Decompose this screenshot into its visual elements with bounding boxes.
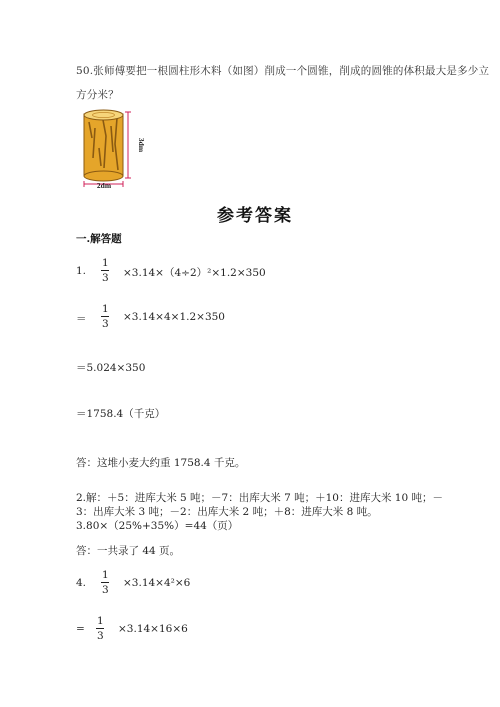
q1-eq1-expression: ×3.14×4×1.2×350 <box>123 311 225 323</box>
question-line-2: 方分米？ <box>76 89 119 101</box>
fraction-denominator: 3 <box>102 317 109 330</box>
q4-eq1-fraction <box>95 616 106 641</box>
q4-fraction <box>100 570 111 595</box>
fraction-numerator: 1 <box>102 569 109 581</box>
q2-line-1: 2.解：＋5：进库大米 5 吨；－7：出库大米 7 吨；＋10：进库大米 10 吨；－ <box>76 492 443 504</box>
fraction-denominator: 3 <box>97 629 104 642</box>
width-label: 2dm <box>96 181 112 188</box>
q3-answer: 答：一共录了 44 页。 <box>76 545 181 557</box>
q4-eq1-prefix: = <box>76 623 85 635</box>
q4-number: 4. <box>76 577 87 589</box>
q1-eq2: ＝5.024×350 <box>76 362 146 374</box>
section-heading: 一.解答题 <box>76 233 122 245</box>
cylinder-log-figure <box>77 108 153 188</box>
q3-line-1: 3.80×（25%+35%）=44（页） <box>76 520 239 532</box>
fraction-denominator: 3 <box>102 271 109 284</box>
fraction-numerator: 1 <box>97 615 104 627</box>
q1-number: 1. <box>76 265 87 277</box>
q4-eq1-expression: ×3.14×16×6 <box>118 623 188 635</box>
q2-line-2: 3：出库大米 3 吨；－2：出库大米 2 吨；＋8：进库大米 8 吨。 <box>76 506 378 518</box>
answer-title: 参考答案 <box>217 206 293 226</box>
q4-expression: ×3.14×4²×6 <box>123 577 191 589</box>
fraction-denominator: 3 <box>102 583 109 596</box>
q1-eq1-fraction <box>100 304 111 329</box>
q1-answer: 答：这堆小麦大约重 1758.4 千克。 <box>76 457 246 469</box>
q1-fraction <box>100 258 111 283</box>
q1-eq1-prefix: ＝ <box>76 313 87 325</box>
q1-eq3: ＝1758.4（千克） <box>76 408 166 420</box>
q1-expression: ×3.14×（4÷2）²×1.2×350 <box>123 267 266 279</box>
fraction-numerator: 1 <box>102 257 109 269</box>
fraction-numerator: 1 <box>102 303 109 315</box>
question-line-1: 50.张师傅要把一根圆柱形木料（如图）削成一个圆锥，削成的圆锥的体积最大是多少立 <box>76 65 490 77</box>
height-label: 3dm <box>137 137 146 153</box>
